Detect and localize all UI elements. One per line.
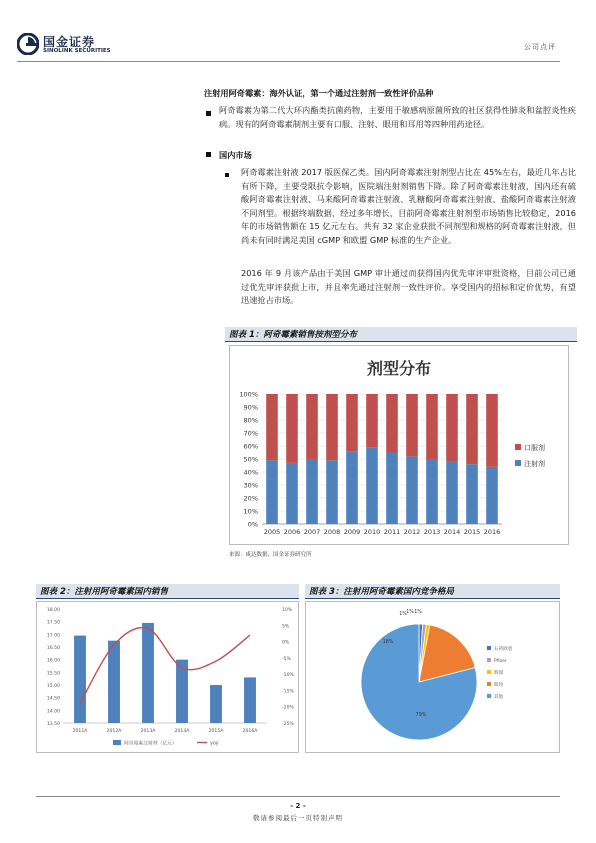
x-tick-label: 2014 xyxy=(443,528,461,536)
legend-swatch xyxy=(113,740,121,745)
y-tick-label: 60% xyxy=(243,442,258,451)
y-tick-label: 70% xyxy=(243,429,258,438)
x-tick-label: 2015A xyxy=(208,729,224,734)
y-left-tick-label: 16.50 xyxy=(46,646,60,651)
x-tick-label: 2005 xyxy=(263,528,281,536)
logo-text-cn: 国金证券 xyxy=(43,35,96,49)
y-left-tick-label: 14.50 xyxy=(46,696,60,702)
legend-label: 注射剂 xyxy=(524,460,545,468)
x-tick-label: 2006 xyxy=(283,528,301,536)
paragraph-intro: 阿奇霉素为第二代大环内酯类抗菌药物，主要用于敏感病原菌所致的社区获得性肺炎和盆腔炎性疾病。现有的阿奇霉素制剂主要有口服、注射、眼用和耳用等四种用药途径。 xyxy=(219,105,576,129)
footer-disclaimer: 敬请参阅最后一页特别声明 xyxy=(253,814,343,822)
x-tick-label: 2007 xyxy=(303,528,321,536)
legend-swatch xyxy=(487,658,491,662)
sales-bar xyxy=(108,641,120,723)
bar-segment xyxy=(286,463,298,524)
y-left-tick-label: 17.50 xyxy=(46,620,60,626)
x-tick-label: 2008 xyxy=(323,528,341,536)
figure1-source: 来源：咸达数据、国金证券研究所 xyxy=(229,552,312,558)
y-right-tick-label: -15% xyxy=(282,689,294,695)
bar-segment xyxy=(426,394,438,459)
bar-segment xyxy=(366,447,378,524)
sub-heading-domestic: 国内市场 xyxy=(219,150,252,160)
x-tick-label: 2011A xyxy=(72,729,88,734)
figure2-chart-frame xyxy=(36,601,299,753)
bar-segment xyxy=(446,462,458,524)
report-type: 公司点评 xyxy=(524,43,556,51)
figure3-title: 图表 3：注射用阿奇霉素国内竞争格局 xyxy=(309,587,454,597)
bar-segment xyxy=(326,460,338,524)
legend-swatch xyxy=(515,444,521,450)
y-left-tick-label: 15.50 xyxy=(46,671,60,677)
pie-data-label: 18% xyxy=(382,640,394,645)
x-tick-label: 2013 xyxy=(423,528,441,536)
figure1-chart-frame xyxy=(229,345,569,545)
bar-segment xyxy=(266,394,278,460)
bar-segment xyxy=(306,394,318,459)
y-left-tick-label: 16.00 xyxy=(46,658,60,664)
x-tick-label: 2016A xyxy=(242,729,258,734)
bar-segment xyxy=(346,394,358,451)
y-left-tick-label: 14.00 xyxy=(46,709,60,715)
logo-text-en: SINOLINK SECURITIES xyxy=(43,48,111,54)
y-right-tick-label: -25% xyxy=(282,722,294,727)
bar-segment xyxy=(346,451,358,524)
bar-segment xyxy=(306,459,318,524)
paragraph-priority-review: 2016 年 9 月该产品由于美国 GMP 审计通过而获得国内优先审评审批资格，目前公司已通过优先审评获批上市，并且率先通过注射剂一致性评价。享受国内的招标和定价优势，有望迅速抢占市场。 xyxy=(241,268,576,305)
y-tick-label: 100% xyxy=(239,390,258,399)
y-right-tick-label: 0% xyxy=(282,640,290,646)
bar-segment xyxy=(366,394,378,447)
legend-label: yoy xyxy=(210,741,219,747)
y-right-tick-label: -20% xyxy=(282,705,294,711)
competition-pie-chart xyxy=(306,602,559,752)
x-tick-label: 2012 xyxy=(403,528,421,536)
y-tick-label: 0% xyxy=(247,520,258,529)
page-header xyxy=(0,0,596,62)
y-right-tick-label: -10% xyxy=(282,673,294,679)
bar-segment xyxy=(326,394,338,460)
x-tick-label: 2014A xyxy=(174,729,190,734)
y-right-tick-label: 5% xyxy=(282,624,290,630)
page-number: - 2 - xyxy=(290,802,306,810)
x-tick-label: 2016 xyxy=(483,528,501,536)
bullet-marker xyxy=(206,111,211,116)
figure2-title: 图表 2：注射用阿奇霉素国内销售 xyxy=(40,587,168,597)
legend-swatch xyxy=(487,694,491,698)
bar-segment xyxy=(486,394,498,467)
header-divider xyxy=(17,61,560,62)
bar-segment xyxy=(406,456,418,524)
x-tick-label: 2009 xyxy=(343,528,361,536)
figure2-title-bar xyxy=(36,584,299,599)
x-tick-label: 2012A xyxy=(106,729,122,734)
domestic-sales-combo-chart xyxy=(37,602,298,752)
bar-segment xyxy=(406,394,418,456)
pie-data-label: 1% xyxy=(399,612,407,617)
legend-swatch xyxy=(487,646,491,650)
sales-bar xyxy=(210,685,222,723)
y-tick-label: 10% xyxy=(243,507,258,516)
y-tick-label: 30% xyxy=(243,481,258,490)
y-left-tick-label: 15.00 xyxy=(46,684,60,689)
bar-segment xyxy=(386,453,398,525)
bar-segment xyxy=(286,394,298,463)
legend-label: 其他 xyxy=(494,695,504,700)
sales-bar xyxy=(74,636,86,723)
y-right-tick-label: 10% xyxy=(282,608,293,613)
sub-bullet-marker xyxy=(225,173,229,177)
dosage-form-stacked-bar-chart xyxy=(230,346,568,544)
y-right-tick-label: -5% xyxy=(282,656,291,662)
bullet-marker xyxy=(206,152,211,157)
pie-data-label: 79% xyxy=(415,713,427,718)
sales-bar xyxy=(244,677,256,723)
legend-label: 阿奇霉素注射剂（亿元） xyxy=(124,741,177,747)
pie-data-label: 1% xyxy=(406,610,414,615)
legend-label: 辉瑞 xyxy=(494,671,504,676)
legend-label: 石药欧意 xyxy=(494,647,513,652)
legend-swatch xyxy=(515,460,521,466)
legend-label: Pfizer xyxy=(494,659,507,664)
x-tick-label: 2010 xyxy=(363,528,381,536)
legend-label: 口服剂 xyxy=(524,444,545,452)
legend-swatch xyxy=(487,670,491,674)
y-left-tick-label: 18.00 xyxy=(46,608,60,613)
y-tick-label: 40% xyxy=(243,468,258,477)
y-tick-label: 20% xyxy=(243,494,258,503)
y-tick-label: 90% xyxy=(243,403,258,412)
figure3-title-bar xyxy=(305,584,560,599)
sinolink-logo-icon xyxy=(17,33,39,55)
bar-segment xyxy=(466,394,478,464)
y-left-tick-label: 13.50 xyxy=(46,722,60,727)
sales-bar xyxy=(142,623,154,723)
figure3-chart-frame xyxy=(305,601,560,753)
paragraph-domestic-market: 阿奇霉素注射液 2017 版医保乙类。国内阿奇霉素注射剂型占比在 45%左右，最近几年占比有所下降，主要受限抗令影响，医院端注射剂销售下降。除了阿奇霉素注射液，国内还有硫酸阿奇霉素注射液、马来酸阿奇霉素注射液、乳糖酸阿奇霉素注射液、盐酸阿奇霉素注射液不同剂型。根据终端数据，经过多年增长，目前阿奇霉素注射剂型市场销售比较稳定，2016 年的市场销售额在 15 亿元左右。共有 32 家企业获批不同剂型和规格的阿奇霉素注射液，但尚未有同时满足美国 cGMP 和欧盟 GMP 标准的生产企业。 xyxy=(241,167,576,245)
x-tick-label: 2015 xyxy=(463,528,481,536)
pie-data-label: 1% xyxy=(414,610,422,615)
section-title: 注射用阿奇霉素：海外认证，第一个通过注射剂一致性评价品种 xyxy=(204,88,434,98)
legend-label: 晖致 xyxy=(494,683,504,688)
chart-title: 剂型分布 xyxy=(366,359,432,378)
figure1-title-bar xyxy=(225,327,577,342)
y-left-tick-label: 17.00 xyxy=(46,633,60,639)
x-tick-label: 2013A xyxy=(140,729,156,734)
bar-segment xyxy=(466,464,478,524)
bar-segment xyxy=(266,460,278,524)
bar-segment xyxy=(486,467,498,524)
bar-segment xyxy=(386,394,398,453)
legend-swatch xyxy=(487,682,491,686)
y-tick-label: 80% xyxy=(243,416,258,425)
bar-segment xyxy=(426,459,438,524)
bar-segment xyxy=(446,394,458,462)
company-logo xyxy=(17,33,127,59)
footer-divider xyxy=(36,796,560,797)
x-tick-label: 2011 xyxy=(383,528,401,536)
y-tick-label: 50% xyxy=(243,455,258,464)
figure1-title: 图表 1：阿奇霉素销售按剂型分布 xyxy=(229,330,357,340)
yoy-line xyxy=(80,628,250,704)
